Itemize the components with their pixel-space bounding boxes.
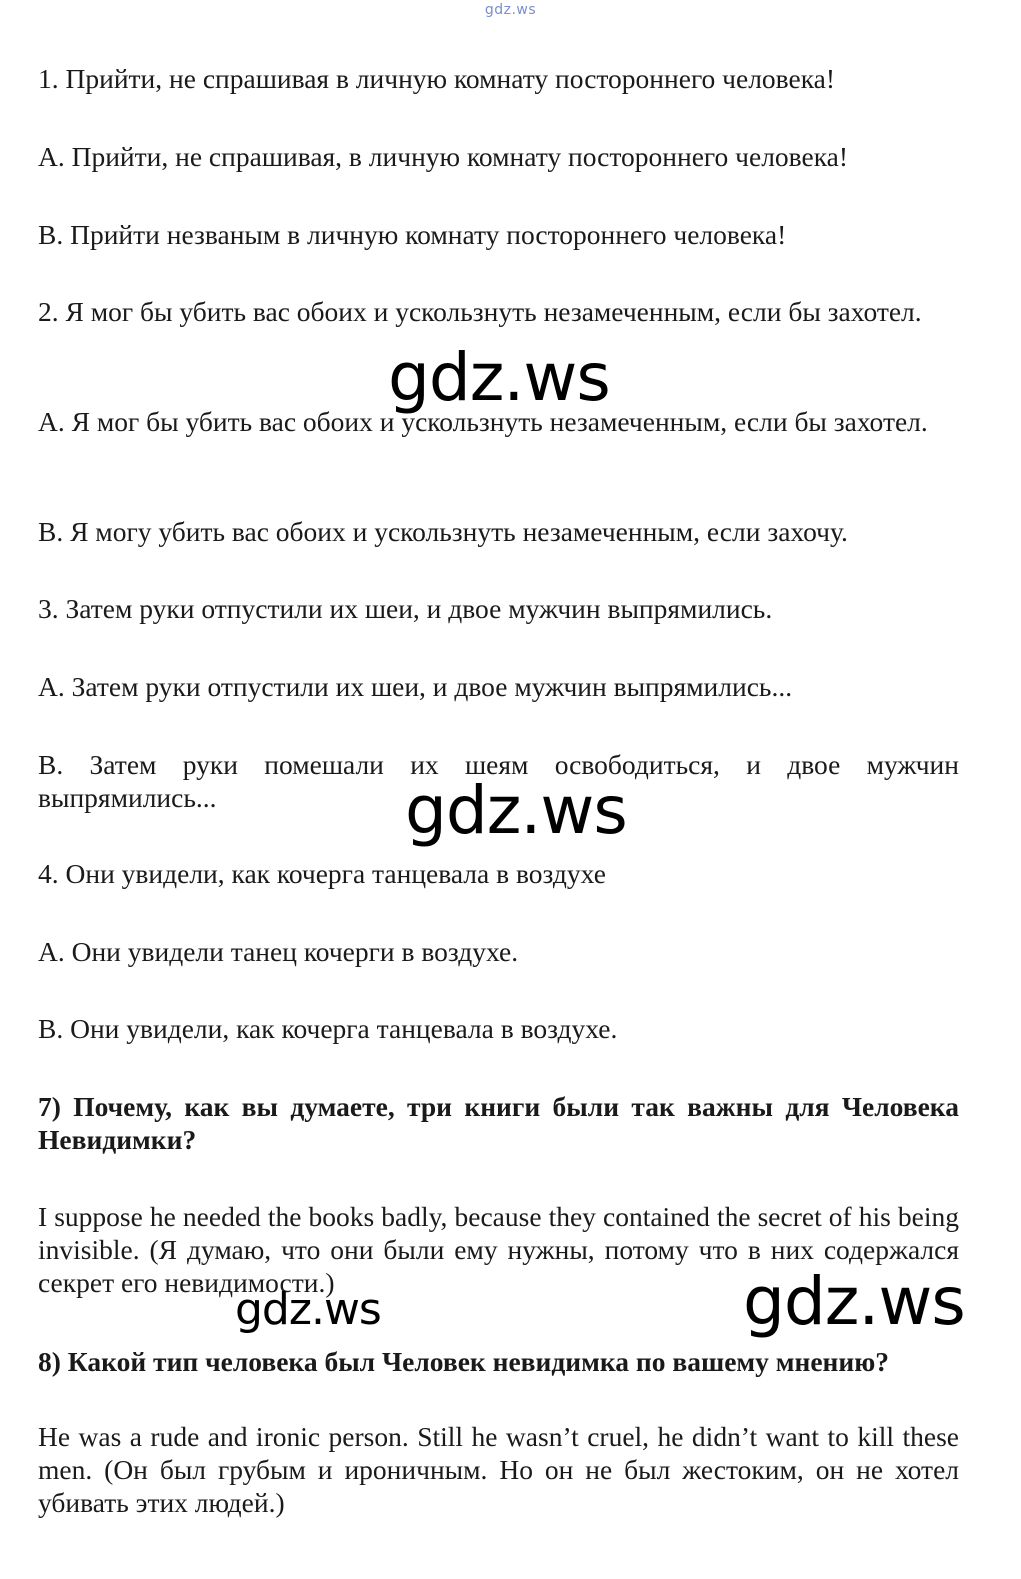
sentence-3: 3. Затем руки отпустили их шеи, и двое мужчин выпрямились. xyxy=(38,593,773,624)
sentence-2: 2. Я мог бы убить вас обоих и ускользнуть незамеченным, если бы захотел. xyxy=(38,296,922,327)
sentence-3-variant-a: А. Затем руки отпустили их шеи, и двое мужчин выпрямились... xyxy=(38,671,793,702)
question-7-heading: 7) Почему, как вы думаете, три книги были так важны для Человека Невидимки? xyxy=(38,1091,959,1155)
question-8-heading: 8) Какой тип человека был Человек невидимка по вашему мнению? xyxy=(38,1346,890,1377)
sentence-2-variant-b: В. Я могу убить вас обоих и ускользнуть незамеченным, если захочу. xyxy=(38,516,848,547)
watermark-logo: gdz.ws xyxy=(405,772,627,849)
sentence-1-variant-b: В. Прийти незваным в личную комнату постороннего человека! xyxy=(38,219,787,250)
question-8-answer: He was a rude and ironic person. Still he wasn’t cruel, he didn’t want to kill these men. (Он был грубым и ироничным. Но он не был жестоким, он не хотел убивать этих людей.) xyxy=(38,1421,959,1518)
watermark-logo: gdz.ws xyxy=(235,1284,381,1335)
sentence-3-variant-b: В. Затем руки помешали их шеям освободиться, и двое мужчин выпрямились... xyxy=(38,749,959,813)
sentence-4-variant-b: В. Они увидели, как кочерга танцевала в воздухе. xyxy=(38,1013,618,1044)
sentence-1: 1. Прийти, не спрашивая в личную комнату постороннего человека! xyxy=(38,63,836,94)
sentence-2-variant-a: А. Я мог бы убить вас обоих и ускользнуть незамеченным, если бы захотел. xyxy=(38,406,928,437)
watermark-logo: gdz.ws xyxy=(743,1263,965,1340)
sentence-4-variant-a: А. Они увидели танец кочерги в воздухе. xyxy=(38,936,519,967)
sentence-4: 4. Они увидели, как кочерга танцевала в воздухе xyxy=(38,858,606,889)
question-7-answer: I suppose he needed the books badly, because they contained the secret of his being invisible. (Я думаю, что они были ему нужны, потому что в них содержался секрет его невидимости.) xyxy=(38,1201,959,1298)
source-watermark-top: gdz.ws xyxy=(484,2,537,18)
watermark-logo: gdz.ws xyxy=(388,339,610,416)
sentence-1-variant-a: А. Прийти, не спрашивая, в личную комнату постороннего человека! xyxy=(38,141,849,172)
